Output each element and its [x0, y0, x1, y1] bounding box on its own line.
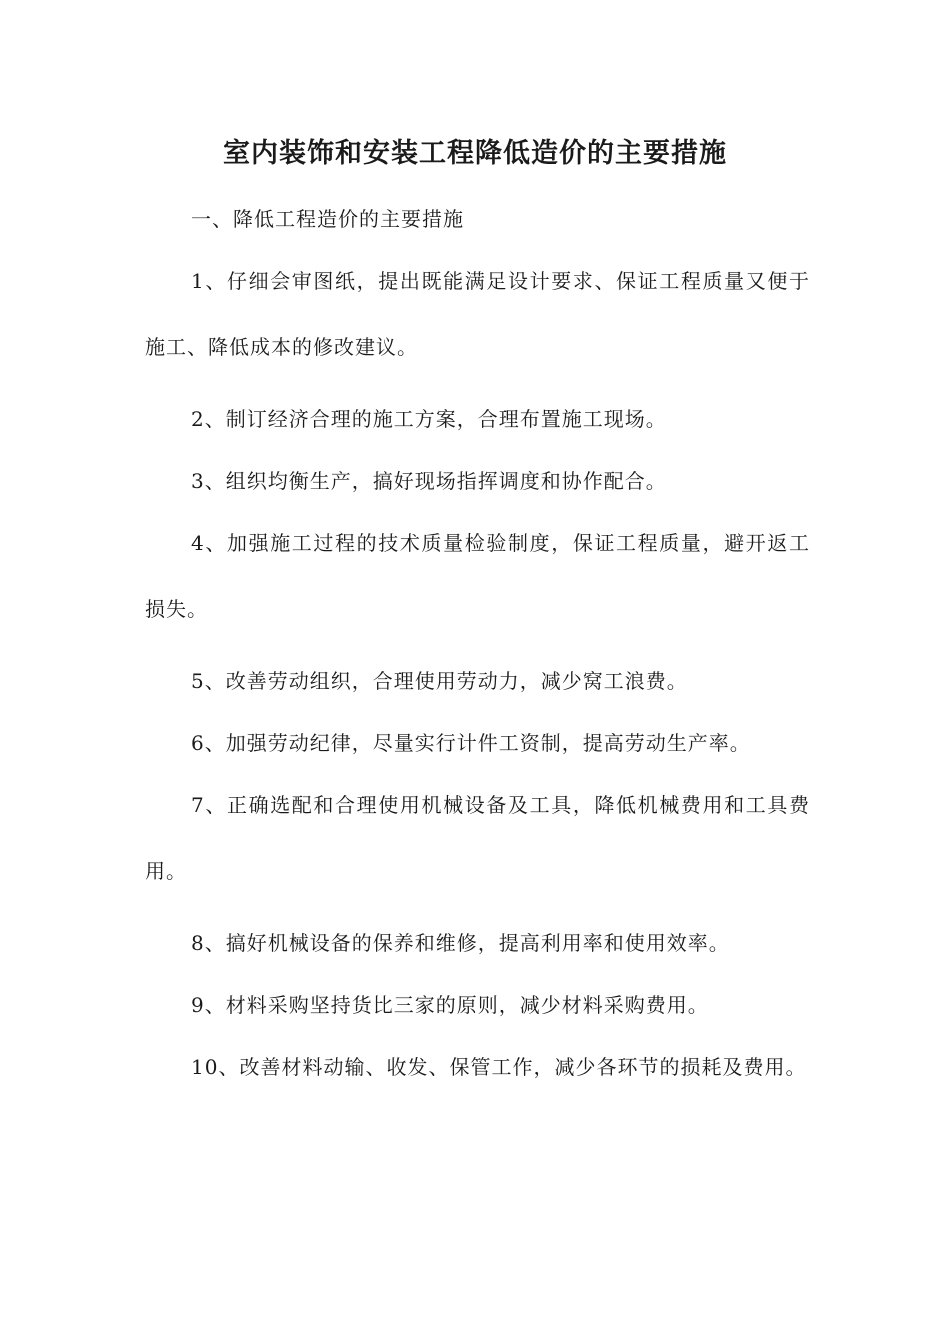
document-title: 室内装饰和安装工程降低造价的主要措施 — [223, 138, 727, 169]
measure-item-10: 10、改善材料动输、收发、保管工作，减少各环节的损耗及费用。 — [191, 1055, 807, 1079]
measure-item-3: 3、组织均衡生产，搞好现场指挥调度和协作配合。 — [191, 469, 667, 493]
measure-item-6: 6、加强劳动纪律，尽量实行计件工资制，提高劳动生产率。 — [191, 731, 751, 755]
measure-item-8: 8、搞好机械设备的保养和维修，提高利用率和使用效率。 — [191, 931, 730, 955]
measure-item-2: 2、制订经济合理的施工方案，合理布置施工现场。 — [191, 407, 667, 431]
measure-item-4: 4、加强施工过程的技术质量检验制度，保证工程质量，避开返工损失。 — [145, 531, 810, 621]
section-heading: 一、降低工程造价的主要措施 — [191, 207, 464, 231]
measure-item-9: 9、材料采购坚持货比三家的原则，减少材料采购费用。 — [191, 993, 709, 1017]
measure-item-1: 1、仔细会审图纸，提出既能满足设计要求、保证工程质量又便于施工、降低成本的修改建议。 — [145, 269, 810, 359]
measure-item-7: 7、正确选配和合理使用机械设备及工具，降低机械费用和工具费用。 — [145, 793, 810, 883]
measure-item-5: 5、改善劳动组织，合理使用劳动力，减少窝工浪费。 — [191, 669, 688, 693]
